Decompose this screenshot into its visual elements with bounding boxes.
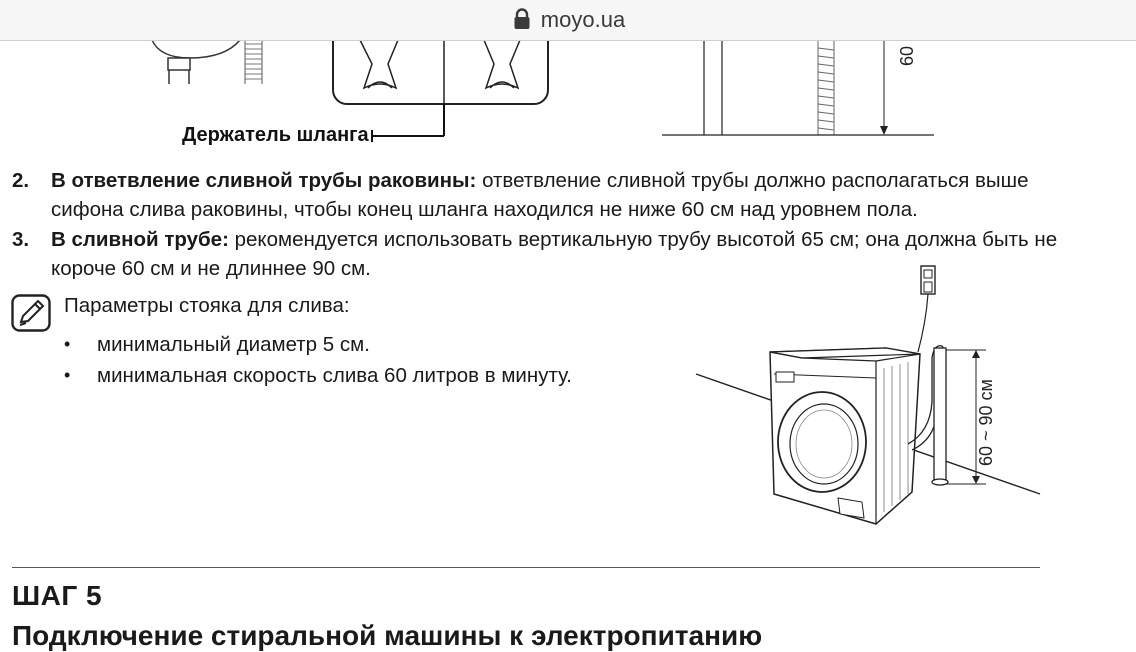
list-item	[12, 166, 1072, 224]
note-title: Параметры стояка для слива:	[64, 294, 350, 317]
top-dimension-label: 60	[897, 45, 917, 66]
address-bar[interactable]	[0, 0, 1136, 41]
list-item-text: рекомендуется использовать вертикальную трубу высотой 65 см; она должна быть не короче 60 см и не длиннее 90 см.	[51, 228, 1058, 280]
list-item-number: 3.	[12, 228, 30, 251]
list-item: • минимальная скорость слива 60 литров в минуту.	[64, 360, 572, 391]
list-item-number: 2.	[12, 169, 30, 192]
section-divider	[12, 567, 1040, 568]
note-icon	[11, 294, 51, 332]
washing-machine-drain-illustration	[690, 262, 1050, 532]
list-item-heading: В ответвление сливной трубы раковины:	[51, 169, 477, 192]
note-bullet-list	[64, 329, 572, 391]
step-label: ШАГ 5	[12, 580, 103, 611]
list-item-text: ответвление сливной трубы должно располагаться выше сифона слива раковины, чтобы конец шланга находился не ниже 60 см над уровнем пола.	[51, 169, 1029, 221]
hose-holder-label: Держатель шланга	[182, 124, 369, 146]
lock-icon	[511, 8, 533, 30]
list-item-heading: В сливной трубе:	[51, 228, 229, 251]
list-item: • минимальный диаметр 5 см.	[64, 329, 572, 360]
section-title: Подключение стиральной машины к электропитанию	[12, 620, 763, 651]
height-dimension-label: 60 ~ 90 см	[976, 379, 996, 466]
url-text: moyo.ua	[540, 7, 626, 32]
